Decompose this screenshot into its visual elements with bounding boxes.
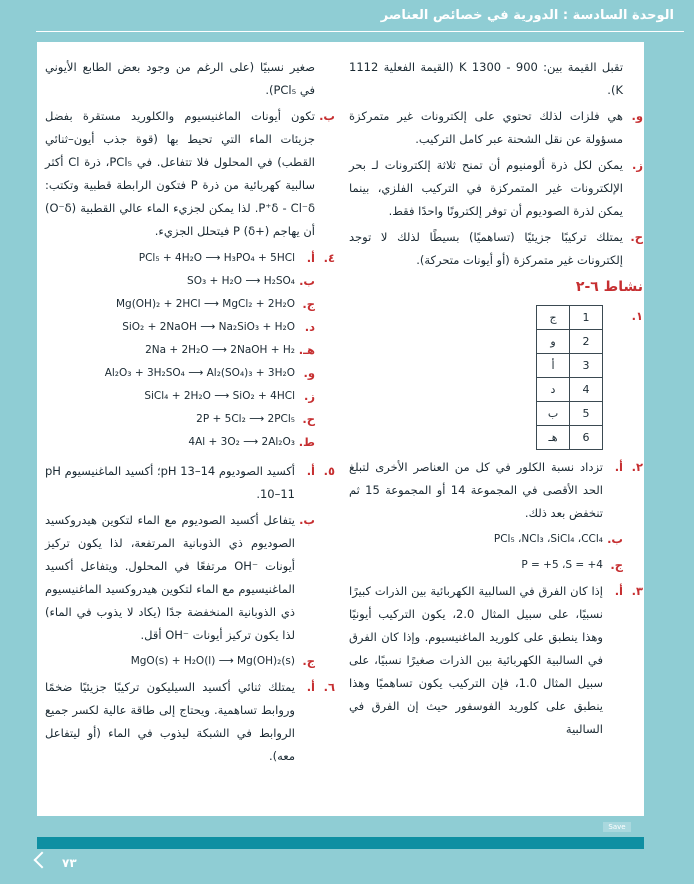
equation: MgO(s) + H₂O(l) ⟶ Mg(OH)₂(s) [130,655,295,667]
question-cell: 1 [570,306,603,330]
equation: 2P + 5Cl₂ ⟶ 2PCl₅ [196,413,295,425]
equation: Mg(OH)₂ + 2HCl ⟶ MgCl₂ + 2H₂O [115,298,295,310]
answer-item-zay [349,154,643,223]
equation-row [45,431,315,454]
question-cell: 2 [570,330,603,354]
equation-row [45,362,315,385]
equation-row [45,385,315,408]
answer-cell: ج [537,306,570,330]
answer-intro: تقبل القيمة بين: 900 - 1300 K (القيمة الفعلية 1112 K). [349,60,624,97]
table-row [537,306,603,330]
answer-cell: د [537,378,570,402]
equation: PCl₅ + 4H₂O ⟶ H₃PO₄ + 5HCl [138,252,295,264]
table-row [537,402,603,426]
table-row [537,426,603,450]
answer-cell: و [537,330,570,354]
activity-q3-a [349,580,643,741]
footer-bar [37,837,644,849]
table-row [537,354,603,378]
item-text: أكسيد الصوديوم pH 13–14؛ أكسيد الماغنيسيوم pH 10–11. [45,464,295,501]
equation: SiCl₄ + 2H₂O ⟶ SiO₂ + 4HCl [144,390,295,402]
item-marker: و. [303,366,315,380]
answer-q5-c [45,650,335,673]
item-marker: ط. [298,435,315,449]
answer-continuation: صغير نسبيًا (على الرغم من وجود بعض الطابع الأيوني في PCl₅). [45,60,315,97]
activity-q1 [349,305,643,450]
item-formula: PCl₅ ،NCl₃ ،SiCl₄ ،CCl₄ [493,533,603,545]
right-column [349,56,643,744]
activity-q2-b [349,528,643,551]
equation-row [45,247,315,270]
header-divider [36,31,684,32]
table-row [537,378,603,402]
page-number: ٧٣ [62,856,77,870]
item-text: تزداد نسبة الكلور في كل من العناصر الأخرى لتبلغ الحد الأقصى في المجموعة 14 أو المجموعة 15 ثم تنخفض بعد ذلك. [349,460,603,520]
item-marker: ج. [302,654,315,668]
item-marker: أ. [614,584,623,598]
answer-q5-b [45,509,335,647]
question-cell: 6 [570,426,603,450]
item-text: يمكن لكل ذرة ألومنيوم أن تمنح ثلاثة إلكترونات لـ بحر الإلكترونات غير المتمركزة في التركيب الفلزي، بينما يمكن لذرة الصوديوم أن توفر إلكترونًا واحدًا فقط. [349,158,623,218]
item-marker: ز. [304,389,315,403]
equation-row [45,339,315,362]
item-marker: ب. [299,274,315,288]
answer-item-ha [349,226,643,272]
equation: 4Al + 3O₂ ⟶ 2Al₂O₃ [188,436,295,448]
item-marker: ح. [630,230,643,244]
page-content [37,42,644,816]
item-text: هي فلزات لذلك تحتوي على إلكترونات غير متمركزة مسؤولة عن نقل الشحنة عبر كامل التركيب. [349,109,623,146]
answer-q5-a [45,460,335,506]
answer-item-ba [45,105,335,243]
activity-q2-a [349,456,643,525]
question-number: ١. [631,309,643,323]
item-marker: ج. [302,297,315,311]
item-marker: ب. [607,532,623,546]
item-marker: ح. [302,412,315,426]
activity-q2-c [349,554,643,577]
answer-cell: أ [537,354,570,378]
item-text: يمتلك ثنائي أكسيد السيليكون تركيبًا جزيئيًا ضخمًا وروابط تساهمية. ويحتاج إلى طاقة عالية لكسر جميع الروابط في الشبكة ليذوب في الماء (أو ليتفاعل معه). [45,680,295,763]
question-number: ٦. [323,680,335,694]
item-text: إذا كان الفرق في السالبية الكهربائية بين الذرات كبيرًا نسبيًا، على سبيل المثال 2.0، يكون التركيب أيونيًا وهذا ينطبق على كلوريد الماغنيسيوم. وإذا كان الفرق في السالبية الكهربائية بين الذرات صغيرًا نسبيًا، على سبيل المثال 1.0، فإن التركيب يكون تساهميًا وهذا ينطبق على كلوريد الفوسفور حيث إن الفرق في السالبية [349,584,603,736]
question-number: ٢. [631,460,643,474]
activity-title: نشاط ٦-٢ [575,279,643,295]
equation-row [45,270,315,293]
answer-key-table [536,305,603,450]
item-marker: هـ. [298,343,315,357]
item-marker: و. [631,109,643,123]
question-number: ٤. [323,251,335,265]
item-formula: P = +5 ،S = +4 [521,559,603,571]
item-text: تكون أيونات الماغنيسيوم والكلوريد مستقرة بفضل جزيئات الماء التي تحيط بها (قوة جذب أيون–ثنائي القطب) في المحلول فلا تتفاعل. في PCl₅، ذرة Cl أكثر سالبية كهربائية من ذرة P فتكون الرابطة قطبية وتكتب: P⁺δ - Cl⁻δ. لذا يمكن لجزيء الماء عالي القطبية (O⁻δ) أن يهاجم (+δ) P فيتحلل الجزيء. [45,109,315,238]
save-tag[interactable]: Save [603,822,631,832]
chevron-left-icon[interactable] [34,852,51,869]
unit-header-title: الوحدة السادسة : الدورية في خصائص العناصر [380,8,674,23]
item-marker: ج. [610,558,623,572]
item-text: يمتلك تركيبًا جزيئيًا (تساهميًا) بسيطًا لذلك لا توجد إلكترونات غير متمركزة (أو أيونات متحركة). [349,230,623,267]
item-marker: ب. [299,513,315,527]
answer-q6-a [45,676,335,768]
item-marker: أ. [306,464,315,478]
left-column [45,56,335,771]
answer-item-waw [349,105,643,151]
item-text: يتفاعل أكسيد الصوديوم مع الماء لتكوين هيدروكسيد الصوديوم ذي الذوبانية المرتفعة، لذا يكون تركيز أيونات ⁻OH مرتفعًا في المحلول. ويتفاعل أكسيد الماغنيسيوم مع الماء لتكوين هيدروكسيد الماغنيسيوم ذي الذوبانية المنخفضة جدًا (يكاد لا يذوب في الماء) لذا يكون تركيز أيونات ⁻OH أقل. [45,513,295,642]
question-cell: 4 [570,378,603,402]
equation: SiO₂ + 2NaOH ⟶ Na₂SiO₃ + H₂O [122,321,295,333]
equation: Al₂O₃ + 3H₂SO₄ ⟶ Al₂(SO₄)₃ + 3H₂O [104,367,295,379]
equation-row [45,408,315,431]
question-cell: 3 [570,354,603,378]
answer-cell: ب [537,402,570,426]
question-cell: 5 [570,402,603,426]
item-marker: ب. [319,109,335,123]
item-marker: أ. [306,251,315,265]
item-marker: أ. [614,460,623,474]
question-number: ٣. [631,584,643,598]
answer-cell: هـ [537,426,570,450]
equation-row [45,293,315,316]
equation-row [45,316,315,339]
item-marker: ز. [632,158,643,172]
item-marker: د. [304,320,315,334]
equations-block [45,247,335,454]
table-row [537,330,603,354]
question-number: ٥. [323,464,335,478]
equation: SO₃ + H₂O ⟶ H₂SO₄ [187,275,295,287]
equation: 2Na + 2H₂O ⟶ 2NaOH + H₂ [145,344,295,356]
item-marker: أ. [306,680,315,694]
